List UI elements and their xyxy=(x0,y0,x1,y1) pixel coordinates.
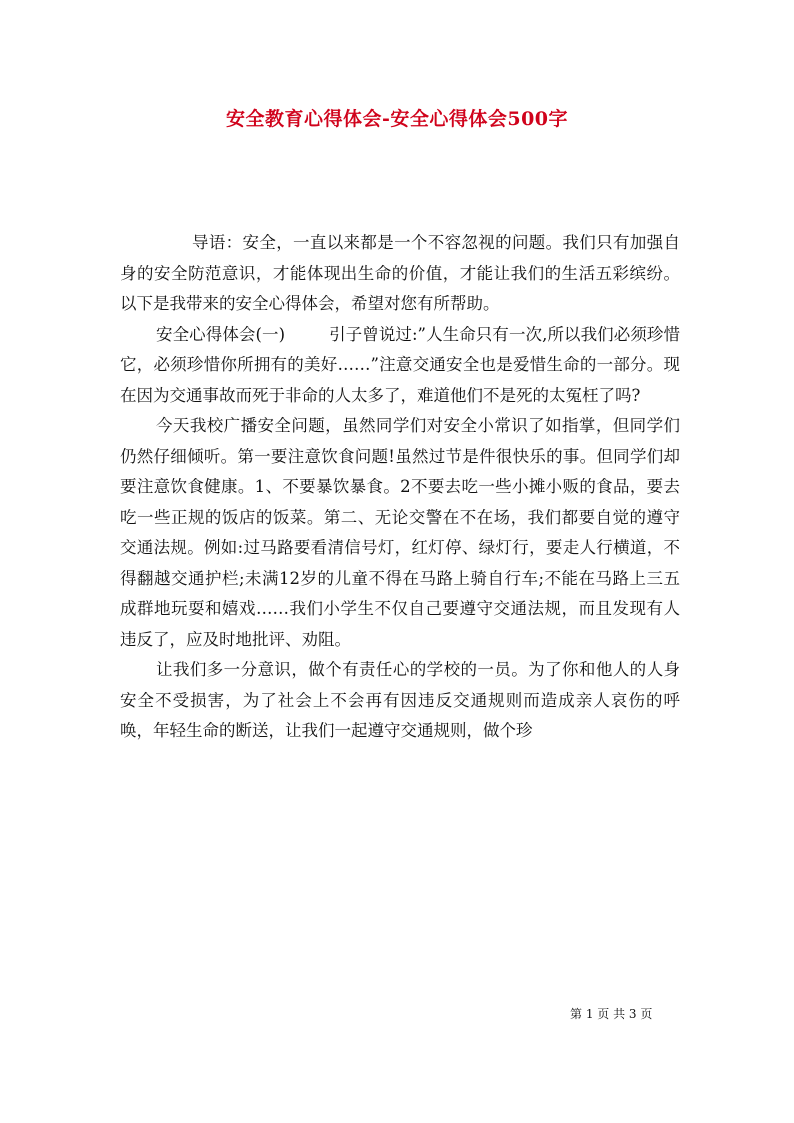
section-label: 安全心得体会(一) xyxy=(156,324,286,344)
section-paragraph-1 xyxy=(120,320,680,412)
intro-paragraph: 导语：安全，一直以来都是一个不容忽视的问题。我们只有加强自身的安全防范意识，才能体现出生命的价值，才能让我们的生活五彩缤纷。以下是我带来的安全心得体会，希望对您有所帮助。 xyxy=(120,233,680,313)
document-body xyxy=(120,228,680,747)
page-number: 第 1 页 共 3 页 xyxy=(570,1007,653,1021)
paragraph-3: 让我们多一分意识，做个有责任心的学校的一员。为了你和他人的人身安全不受损害，为了社会上不会再有因违反交通规则而造成亲人哀伤的呼唤，年轻生命的断送，让我们一起遵守交通规则，做个珍 xyxy=(120,660,680,740)
document-title: 安全教育心得体会-安全心得体会500字 xyxy=(225,108,569,130)
paragraph-2: 今天我校广播安全问题，虽然同学们对安全小常识了如指掌，但同学们仍然仔细倾听。第一要注意饮食问题!虽然过节是件很快乐的事。但同学们却要注意饮食健康。1、不要暴饮暴食。2不要去吃一些小摊小贩的食品，要去吃一些正规的饭店的饭菜。第二、无论交警在不在场，我们都要自觉的遵守交通法规。例如:过马路要看清信号灯，红灯停、绿灯行，要走人行横道，不得翻越交通护栏;未满12岁的儿童不得在马路上骑自行车;不能在马路上三五成群地玩耍和嬉戏……我们小学生不仅自己要遵守交通法规，而且发现有人违反了，应及时地批评、劝阻。 xyxy=(120,416,680,649)
paragraph-1-text: 引子曾说过:”人生命只有一次,所以我们必须珍惜它，必须珍惜你所拥有的美好……”注意交通安全也是爱惜生命的一部分。现在因为交通事故而死于非命的人太多了，难道他们不是死的太冤枉了吗? xyxy=(120,324,680,405)
